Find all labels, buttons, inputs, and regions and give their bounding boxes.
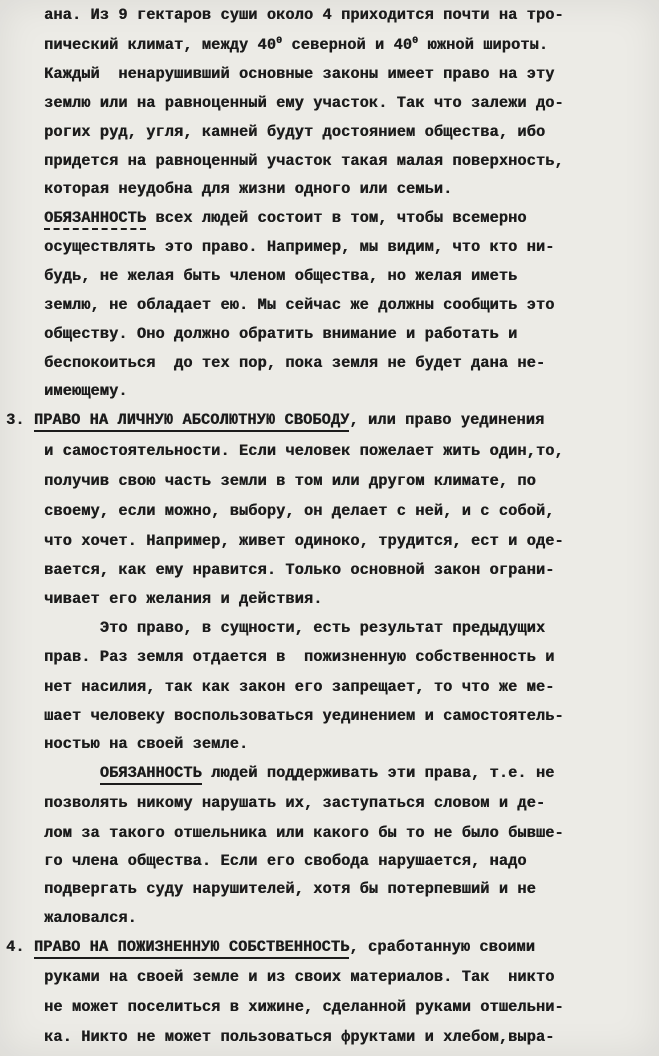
- text-segment: людей поддерживать эти права, т.е. не: [201, 764, 555, 782]
- text-segment: всех людей состоит в том, чтобы всемерно: [146, 209, 527, 227]
- text-segment: северной и 40: [282, 36, 413, 54]
- text-line: [44, 290, 653, 320]
- text-segment: Каждый ненарушивший основные законы имеет право на эту: [44, 65, 555, 83]
- text-line: [44, 496, 653, 526]
- underlined-heading: ПРАВО НА ПОЖИЗНЕННУЮ СОБСТВЕННОСТЬ: [34, 938, 350, 959]
- text-segment: которая неудобна для жизни одного или семьи.: [44, 180, 453, 198]
- text-segment: нет насилия, так как закон его запрещает, то что же ме-: [44, 678, 555, 696]
- text-line: [44, 818, 653, 848]
- text-line: [44, 348, 653, 378]
- text-segment: шает человеку воспользоваться уединением и самостоятель-: [44, 707, 564, 725]
- text-line: [44, 146, 653, 176]
- text-line: [44, 555, 653, 585]
- text-line: [44, 261, 653, 291]
- text-segment: пический климат, между 40: [44, 36, 276, 54]
- text-segment: чивает его желания и действия.: [44, 590, 323, 608]
- text-line: [44, 319, 653, 349]
- text-line: [6, 405, 653, 435]
- text-line: [44, 729, 653, 759]
- text-segment: рогих руд, угля, камней будут достоянием общества, ибо: [44, 123, 546, 141]
- text-line: [44, 788, 653, 818]
- text-segment: получив свою часть земли в том или другом климате, по: [44, 472, 536, 490]
- text-segment: Это право, в сущности, есть результат предыдущих: [44, 619, 546, 637]
- text-segment: ностью на своей земле.: [44, 735, 249, 753]
- text-segment: руками на своей земле и из своих материалов. Так никто: [44, 968, 555, 986]
- text-segment: вается, как ему нравится. Только основной закон ограни-: [44, 561, 555, 579]
- degree-superscript: 0: [276, 35, 283, 47]
- text-segment: , или право уединения: [349, 411, 545, 429]
- text-line: [44, 642, 653, 672]
- text-segment: что хочет. Например, живет одиноко, трудится, ест и оде-: [44, 532, 564, 550]
- underlined-heading: ОБЯЗАННОСТЬ: [44, 209, 146, 230]
- text-line: [44, 584, 653, 614]
- text-line: [44, 526, 653, 556]
- text-segment: позволять никому нарушать их, заступаться словом и де-: [44, 794, 546, 812]
- text-segment: ка. Никто не может пользоваться фруктами и хлебом,выра-: [44, 1028, 555, 1046]
- text-line: [44, 701, 653, 731]
- text-line: [44, 30, 653, 60]
- text-segment: 3.: [6, 411, 34, 429]
- text-segment: го члена общества. Если его свобода нарушается, надо: [44, 852, 527, 870]
- text-line: [44, 436, 653, 466]
- text-segment: землю или на равноценный ему участок. Так что залежи до-: [44, 94, 564, 112]
- text-line: [44, 117, 653, 147]
- text-line: [44, 59, 653, 89]
- text-segment: осуществлять это право. Например, мы видим, что кто ни-: [44, 238, 555, 256]
- text-line: [44, 232, 653, 262]
- text-segment: имеющему.: [44, 382, 128, 400]
- text-line: [44, 672, 653, 702]
- text-line: [44, 1022, 653, 1052]
- text-segment: будь, не желая быть членом общества, но желая иметь: [44, 267, 518, 285]
- text-line: [44, 874, 653, 904]
- text-segment: жаловался.: [44, 909, 137, 927]
- text-segment: землю, не обладает ею. Мы сейчас же должны сообщить это: [44, 296, 555, 314]
- text-segment: ана. Из 9 гектаров суши около 4 приходится почти на тро-: [44, 6, 564, 24]
- text-segment: не может поселиться в хижине, сделанной руками отшельни-: [44, 998, 564, 1016]
- text-line: [44, 758, 653, 788]
- text-segment: беспокоиться до тех пор, пока земля не будет дана не-: [44, 354, 546, 372]
- text-line: [44, 466, 653, 496]
- text-line: [44, 174, 653, 204]
- text-segment: , сработанную своими: [349, 938, 535, 956]
- text-segment: придется на равноценный участок такая малая поверхность,: [44, 152, 564, 170]
- text-segment: своему, если можно, выбору, он делает с ней, и с собой,: [44, 502, 555, 520]
- text-segment: обществу. Оно должно обратить внимание и работать и: [44, 325, 518, 343]
- text-segment: лом за такого отшельника или какого бы то не было бывше-: [44, 824, 564, 842]
- text-segment: [44, 764, 100, 782]
- underlined-heading: ПРАВО НА ЛИЧНУЮ АБСОЛЮТНУЮ СВОБОДУ: [34, 411, 350, 432]
- text-line: [44, 962, 653, 992]
- text-line: [44, 846, 653, 876]
- text-line: [44, 88, 653, 118]
- text-segment: подвергать суду нарушителей, хотя бы потерпевший и не: [44, 880, 536, 898]
- text-line: [44, 376, 653, 406]
- text-line: [44, 903, 653, 933]
- text-line: [6, 932, 653, 962]
- text-line: [44, 0, 653, 30]
- text-line: [44, 203, 653, 233]
- text-line: [44, 613, 653, 643]
- text-segment: и самостоятельности. Если человек пожелает жить один,то,: [44, 442, 564, 460]
- degree-superscript: 0: [412, 35, 419, 47]
- underlined-heading: ОБЯЗАННОСТЬ: [100, 764, 202, 785]
- text-segment: 4.: [6, 938, 34, 956]
- text-segment: южной широты.: [418, 36, 549, 54]
- text-segment: прав. Раз земля отдается в пожизненную собственность и: [44, 648, 555, 666]
- text-line: [44, 992, 653, 1022]
